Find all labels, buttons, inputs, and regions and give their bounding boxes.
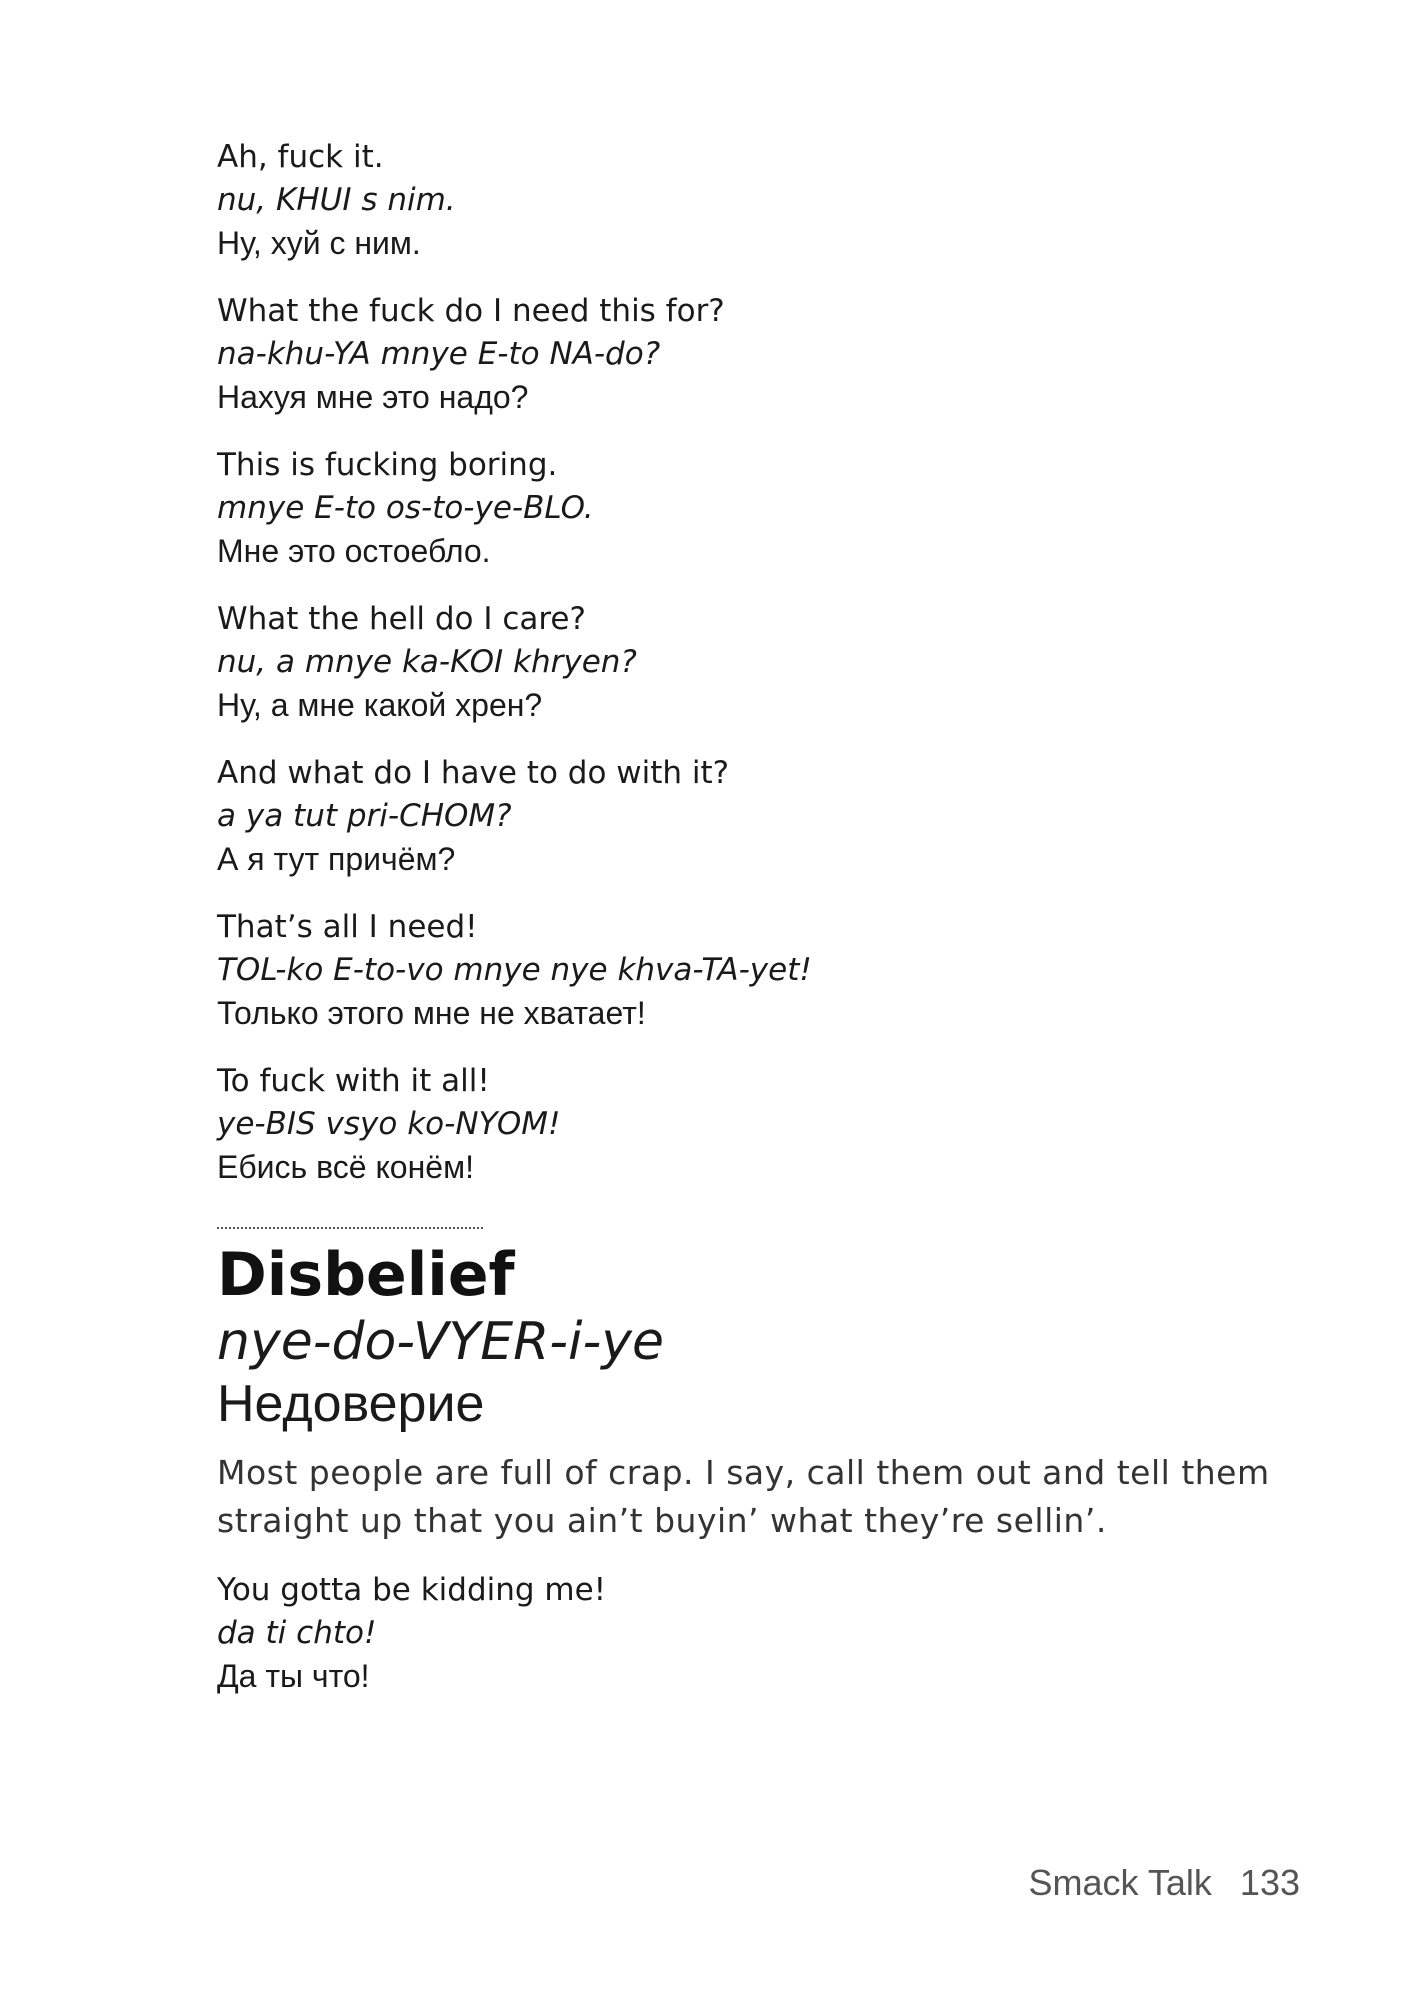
phrase-russian: Только этого мне не хватает! <box>217 995 646 1031</box>
phrase-russian: Ебись всё конём! <box>217 1149 474 1185</box>
phrase-russian: Ну, а мне какой хрен? <box>217 687 543 723</box>
phrase-english: What the hell do I care? <box>217 601 586 637</box>
phrase-entry <box>217 136 1317 265</box>
phrase-transliteration: nu, KHUI s nim. <box>217 182 456 218</box>
phrase-english: You gotta be kidding me! <box>217 1572 607 1608</box>
phrase-transliteration: mnye E-to os-to-ye-BLO. <box>217 490 594 526</box>
section-title: Disbelief <box>217 1240 515 1310</box>
phrase-entry <box>217 290 1317 419</box>
phrase-transliteration: na-khu-YA mnye E-to NA-do? <box>217 336 661 372</box>
phrase-entry <box>217 598 1317 727</box>
section-russian: Недоверие <box>217 1375 485 1433</box>
phrase-entry <box>217 1569 1317 1698</box>
phrase-russian: Мне это остоебло. <box>217 533 491 569</box>
running-title: Smack Talk <box>1028 1862 1212 1903</box>
phrase-english: Ah, fuck it. <box>217 139 384 175</box>
phrase-russian: А я тут причём? <box>217 841 456 877</box>
phrase-russian: Ну, хуй с ним. <box>217 225 421 261</box>
section-transliteration: nye-do-VYER-i-ye <box>217 1312 665 1372</box>
section-intro: Most people are full of crap. I say, call them out and tell them straight up that you ain’t buyin’ what they’re sellin’. <box>217 1453 1270 1540</box>
phrase-transliteration: nu, a mnye ka-KOI khryen? <box>217 644 637 680</box>
phrase-russian: Да ты что! <box>217 1658 370 1694</box>
page-footer <box>1029 1862 1300 1904</box>
phrase-transliteration: da ti chto! <box>217 1615 377 1651</box>
phrase-transliteration: TOL-ko E-to-vo mnye nye khva-TA-yet! <box>217 952 812 988</box>
phrase-entry <box>217 906 1317 1035</box>
phrase-entry <box>217 444 1317 573</box>
phrase-russian: Нахуя мне это надо? <box>217 379 529 415</box>
phrase-english: That’s all I need! <box>217 909 478 945</box>
phrase-english: And what do I have to do with it? <box>217 755 730 791</box>
phrase-entry <box>217 1060 1317 1189</box>
phrase-english: This is fucking boring. <box>217 447 558 483</box>
page-content <box>217 136 1317 1723</box>
phrase-english: What the fuck do I need this for? <box>217 293 725 329</box>
page-number: 133 <box>1239 1862 1300 1903</box>
phrase-english: To fuck with it all! <box>217 1063 490 1099</box>
phrase-transliteration: ye-BIS vsyo ko-NYOM! <box>217 1106 561 1142</box>
section-divider <box>217 1227 483 1229</box>
phrase-entry <box>217 752 1317 881</box>
phrase-transliteration: a ya tut pri-CHOM? <box>217 798 512 834</box>
